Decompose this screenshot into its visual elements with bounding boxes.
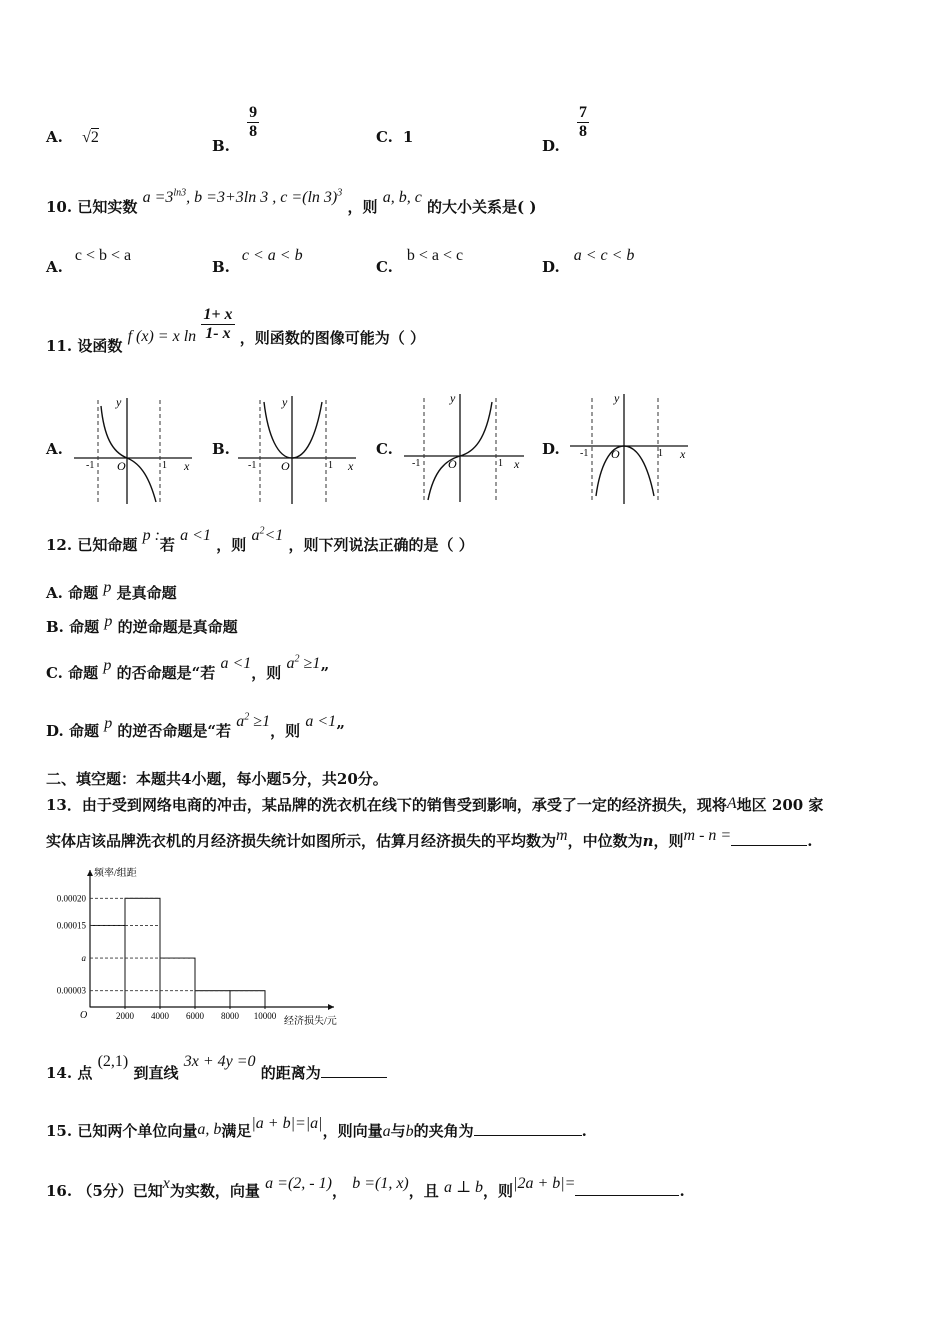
y-tick-label: 0.00015	[56, 920, 86, 931]
q13-histogram	[44, 862, 364, 1032]
graph-d-y: y	[614, 391, 620, 405]
x-tick-label: 2000	[116, 1011, 134, 1021]
graph-b-o: O	[281, 459, 290, 473]
graph-d-o: O	[611, 447, 620, 461]
graph-c-o: O	[448, 457, 457, 471]
q10-option-b: B.c < a < b	[212, 247, 303, 276]
q10-option-c: C.b < a < c	[376, 247, 464, 276]
histogram-bar	[230, 991, 265, 1007]
graph-b-pos1: 1	[328, 460, 333, 471]
q16-answer-blank[interactable]	[575, 1181, 679, 1196]
graph-d-pos1: 1	[658, 448, 663, 459]
q11-option-b: B.	[212, 440, 230, 458]
graph-c	[402, 390, 532, 506]
graph-a-neg1: -1	[86, 460, 95, 471]
graph-a-o: O	[117, 459, 126, 473]
q12-option-a: A. 命题 p 是真命题	[46, 579, 177, 602]
q11-option-d: D.	[542, 440, 560, 458]
q12-option-b: B. 命题 p 的逆命题是真命题	[46, 613, 238, 636]
histogram-bar	[195, 991, 230, 1007]
graph-b-neg1: -1	[248, 460, 257, 471]
graph-d	[568, 390, 698, 508]
q10-option-d: D.a < c < b	[542, 247, 635, 276]
x-tick-label: 6000	[186, 1011, 204, 1021]
q16-stem: 16. （5分）已知x为实数，向量 a =(2, - 1)， b =(1, x)，且 a ⊥ b，则|2a + b|= .	[46, 1175, 685, 1200]
q10-option-a: A.c < b < a	[46, 247, 132, 276]
q9-option-a: A. √2	[46, 128, 99, 146]
y-tick-label: 0.00003	[56, 985, 86, 996]
graph-c-x: x	[514, 457, 520, 471]
chart-origin: O	[80, 1010, 88, 1021]
q12-option-d: D. 命题 p 的逆否命题是“若 $a^2 \ge 1$，则 a <1”	[46, 711, 345, 740]
section-heading: 二、填空题：本题共4小题，每小题5分，共20分。	[46, 770, 388, 788]
q10-stem: 10. 已知实数 $a =3^{ln3}$, b =3+3ln 3 , c =(ln 3)$^3$ ，则 a, b, c 的大小关系是( )	[46, 187, 537, 216]
q15-answer-blank[interactable]	[474, 1121, 582, 1136]
x-tick-label: 4000	[151, 1011, 169, 1021]
graph-c-pos1: 1	[498, 458, 503, 469]
sqrt-symbol: √	[82, 129, 91, 146]
graph-b-x: x	[348, 459, 354, 473]
histogram-bar	[90, 925, 125, 1007]
graph-a-pos1: 1	[162, 460, 167, 471]
graph-b-y: y	[282, 395, 288, 409]
chart-ylabel: 频率/组距	[94, 868, 137, 879]
graph-d-neg1: -1	[580, 448, 589, 459]
q14-answer-blank[interactable]	[321, 1063, 387, 1078]
y-axis-arrow	[87, 870, 93, 876]
q13-line2: 实体店该品牌洗衣机的月经济损失统计如图所示，估算月经济损失的平均数为m，中位数为n，则m - n = .	[46, 827, 813, 850]
graph-a	[72, 392, 202, 508]
q9-option-d: D. $\frac{7}{8}$	[542, 104, 587, 155]
q11-option-a: A.	[46, 440, 63, 458]
q9-option-b: B. $\frac{9}{8}$	[212, 104, 258, 155]
graph-b	[236, 392, 366, 508]
y-tick-label: 0.00020	[56, 893, 86, 904]
histogram-bar	[160, 958, 195, 1007]
x-tick-label: 8000	[221, 1011, 239, 1021]
q9-option-c: C. 1	[376, 128, 414, 146]
q11-stem: 11. 设函数 f (x) = x ln $\frac{1+ x}{1- x}$ ，则函数的图像可能为（ ）	[46, 306, 425, 355]
graph-c-y: y	[450, 391, 456, 405]
q11-option-c: C.	[376, 440, 393, 458]
q14-stem: 14. 点 (2,1) 到直线 3x + 4y =0 的距离为	[46, 1062, 387, 1083]
q12-option-c: C. 命题 p 的否命题是“若 a <1，则 $a^2 \ge 1$”	[46, 653, 329, 682]
x-axis-arrow	[328, 1004, 334, 1010]
graph-a-x: x	[184, 459, 190, 473]
q15-stem: 15. 已知两个单位向量a, b满足|a + b|=|a|，则向量a与b的夹角为 .	[46, 1115, 587, 1140]
y-tick-label: a	[81, 953, 86, 964]
graph-d-x: x	[680, 447, 686, 461]
chart-xlabel: 经济损失/元	[284, 1016, 337, 1027]
q13-line1: 13．由于受到网络电商的冲击，某品牌的洗衣机在线下的销售受到影响，承受了一定的经济损失，现将A地区 200 家	[46, 795, 824, 814]
q12-stem: 12. 已知命题 p :若 a <1 ，则 $a^2<1$ ，则下列说法正确的是（ ）	[46, 525, 474, 554]
x-tick-label: 10000	[253, 1011, 277, 1021]
graph-a-y: y	[116, 395, 122, 409]
graph-c-neg1: -1	[412, 458, 421, 469]
q13-answer-blank[interactable]	[731, 831, 807, 846]
